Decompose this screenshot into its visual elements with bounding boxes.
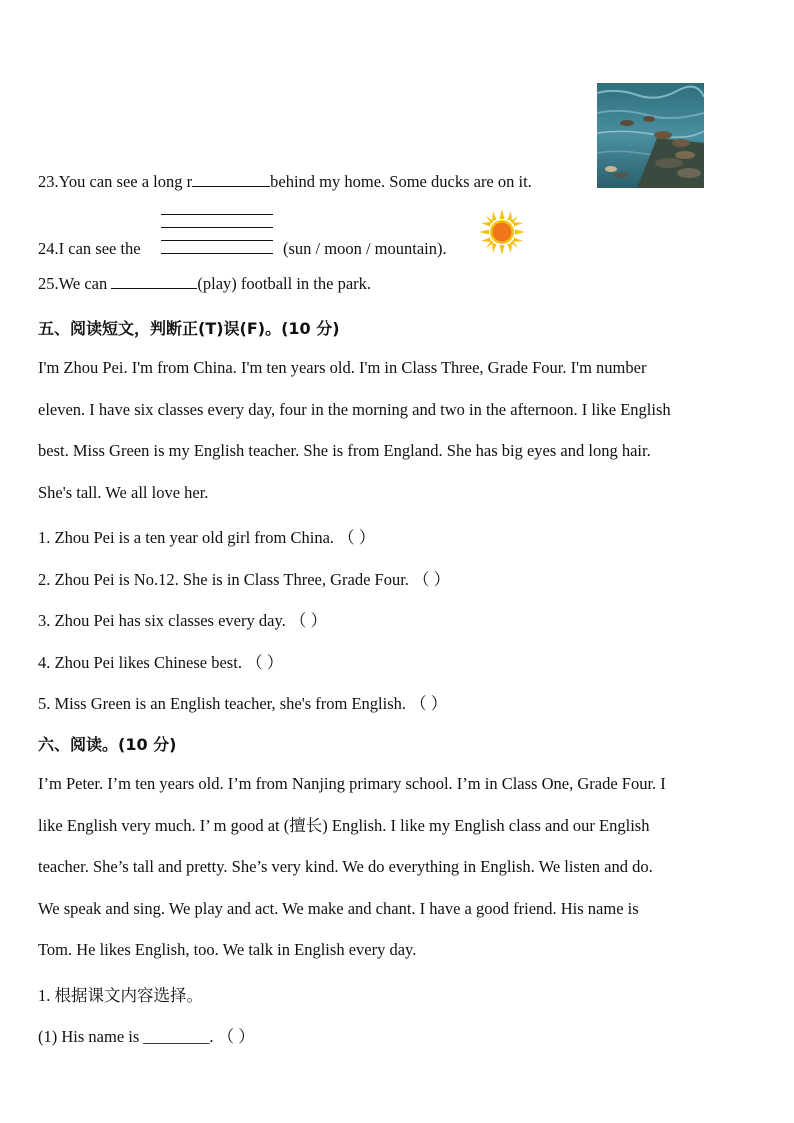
tf-question-3 <box>38 607 327 631</box>
section-6-passage <box>38 773 758 981</box>
tf-answer-paren[interactable]: （ ） <box>338 528 376 547</box>
section-6-question-1 <box>38 1023 255 1047</box>
tf-question-text: 4. Zhou Pei likes Chinese best. <box>38 653 242 672</box>
tf-question-4 <box>38 649 283 673</box>
question-25 <box>38 274 371 294</box>
passage-line: We speak and sing. We play and act. We make and chant. I have a good friend. His name is <box>38 898 639 918</box>
q23-text-before: 23.You can see a long r <box>38 172 193 191</box>
q25-text-before: 25.We can <box>38 274 108 293</box>
passage-line: I'm Zhou Pei. I'm from China. I'm ten years old. I'm in Class Three, Grade Four. I'm number <box>38 358 647 377</box>
question-text: (1) His name is ________. <box>38 1027 214 1046</box>
tf-answer-paren[interactable]: （ ） <box>410 694 448 713</box>
sun-icon <box>478 208 526 256</box>
passage-line: Tom. He likes English, too. We talk in English every day. <box>38 940 417 959</box>
tf-question-2 <box>38 566 450 590</box>
tf-question-text: 3. Zhou Pei has six classes every day. <box>38 611 286 630</box>
section-5-heading: 五、阅读短文，判断正(T)误(F)。(10 分) <box>38 319 340 338</box>
tf-answer-paren[interactable]: （ ） <box>413 570 451 589</box>
ducks-on-river-photo <box>597 83 704 188</box>
question-23 <box>38 172 532 192</box>
tf-question-1 <box>38 524 375 548</box>
tf-question-5 <box>38 690 447 714</box>
tf-answer-paren[interactable]: （ ） <box>289 611 327 630</box>
passage-line: teacher. She’s tall and pretty. She’s very kind. We do everything in English. We listen and do. <box>38 857 653 876</box>
tf-question-text: 1. Zhou Pei is a ten year old girl from China. <box>38 528 335 547</box>
q23-text-after: behind my home. Some ducks are on it. <box>270 172 532 191</box>
tf-question-text: 5. Miss Green is an English teacher, she's from English. <box>38 694 406 713</box>
tf-question-text: 2. Zhou Pei is No.12. She is in Class Three, Grade Four. <box>38 570 409 589</box>
tf-answer-paren[interactable]: （ ） <box>246 653 284 672</box>
passage-line: She's tall. We all love her. <box>38 482 209 502</box>
q24-options: (sun / moon / mountain). <box>283 239 447 258</box>
section-5-passage <box>38 357 758 523</box>
passage-line: best. Miss Green is my English teacher. She is from England. She has big eyes and long hair. <box>38 441 651 460</box>
section-6-heading: 六、阅读。(10 分) <box>38 735 177 754</box>
question-24 <box>38 239 141 259</box>
q25-answer-blank[interactable] <box>111 274 197 289</box>
passage-line: eleven. I have six classes every day, four in the morning and two in the afternoon. I like English <box>38 399 671 419</box>
section-6-subheading: 1. 根据课文内容选择。 <box>38 986 203 1005</box>
passage-line: like English very much. I’ m good at (擅长) English. I like my English class and our English <box>38 815 650 835</box>
answer-paren[interactable]: （ ） <box>217 1027 255 1046</box>
q23-answer-blank[interactable] <box>192 172 270 187</box>
passage-line: I’m Peter. I’m ten years old. I’m from Nanjing primary school. I’m in Class One, Grade Four. I <box>38 774 666 793</box>
q25-text-after: (play) football in the park. <box>197 274 372 293</box>
q24-text-before: 24.I can see the <box>38 239 141 258</box>
q24-answer-lines[interactable] <box>161 214 273 254</box>
